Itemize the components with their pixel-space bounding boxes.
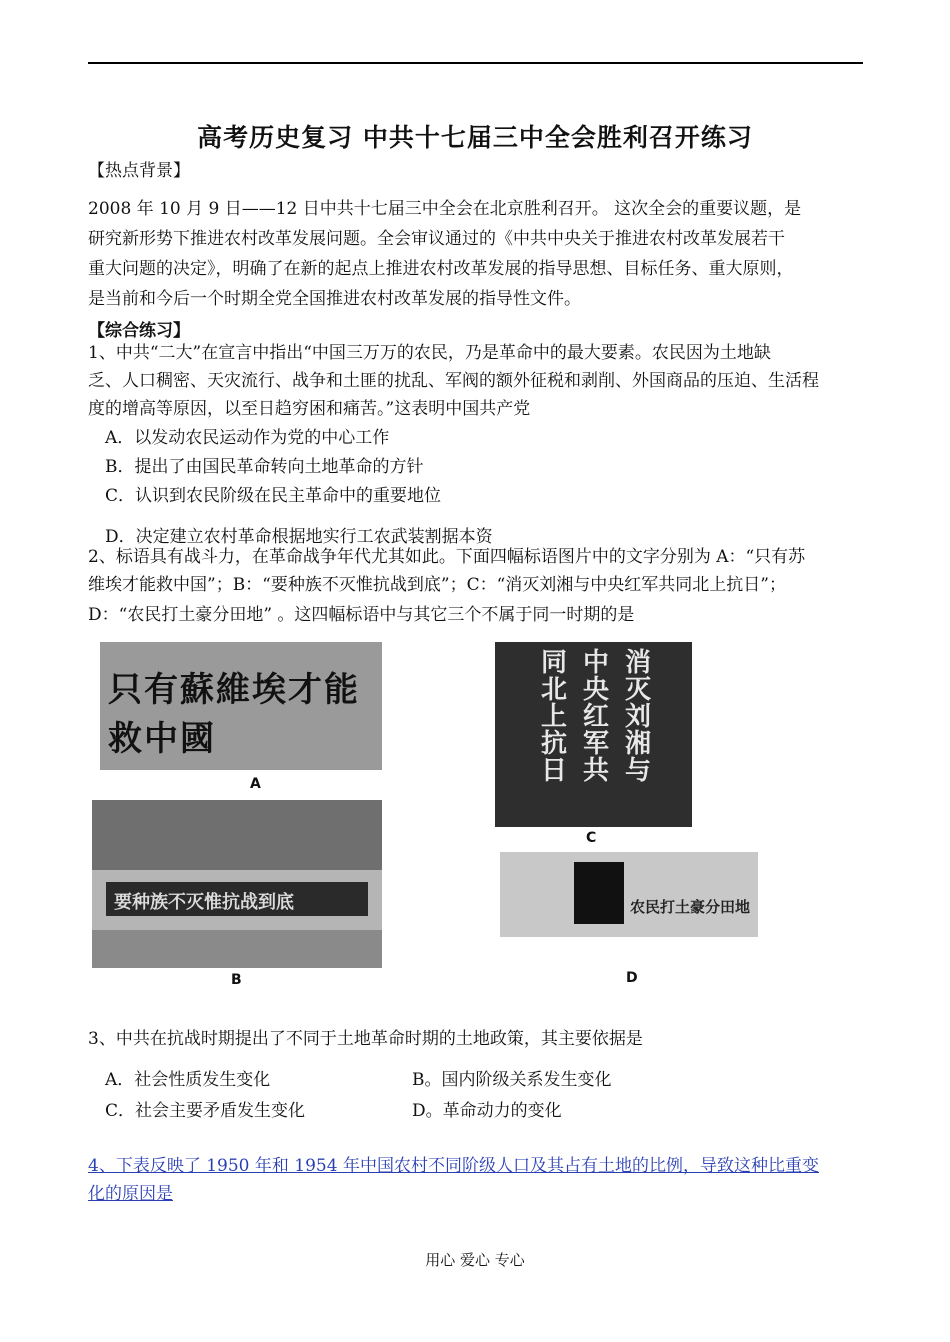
- q1-option-a: A．以发动农民运动作为党的中心工作: [105, 428, 390, 448]
- page-title: 高考历史复习 中共十七届三中全会胜利召开练习: [197, 123, 753, 152]
- q1-option-c: C．认识到农民阶级在民主革命中的重要地位: [105, 486, 442, 506]
- q1-line: 度的增高等原因，以至日趋穷困和痛苦。”这表明中国共产党: [88, 399, 531, 419]
- q2-line: 2、标语具有战斗力，在革命战争年代尤其如此。下面四幅标语图片中的文字分别为 A：“只有苏: [88, 547, 806, 567]
- q1-line: 乏、人口稠密、天灾流行、战争和土匪的扰乱、军阀的额外征税和剥削、外国商品的压迫、生活程: [88, 371, 819, 391]
- background-line: 是当前和今后一个时期全党全国推进农村改革发展的指导性文件。: [88, 289, 581, 309]
- practice-header: 【综合练习】: [88, 321, 190, 341]
- q3-option-d: D。革命动力的变化: [412, 1101, 562, 1121]
- q4-link-line[interactable]: 化的原因是: [88, 1184, 173, 1204]
- image-label-d: D: [626, 970, 638, 986]
- q3-option-b: B。国内阶级关系发生变化: [412, 1070, 612, 1090]
- image-label-a: A: [250, 776, 261, 792]
- q1-option-b: B．提出了由国民革命转向土地革命的方针: [105, 457, 424, 477]
- image-label-c: C: [586, 830, 597, 846]
- q4-link-line[interactable]: 4、下表反映了 1950 年和 1954 年中国农村不同阶级人口及其占有土地的比例，导致这种比重变: [88, 1156, 819, 1176]
- slogan-b-text: 要种族不灭惟抗战到底: [114, 892, 294, 913]
- q3-stem: 3、中共在抗战时期提出了不同于土地革命时期的土地政策，其主要依据是: [88, 1029, 643, 1049]
- slogan-d-text: 农民打土豪分田地: [630, 898, 751, 916]
- q1-option-d: D．决定建立农村革命根据地实行工农武装割据本资: [105, 527, 493, 547]
- slogan-a-text: 只有蘇維埃才能救中國: [108, 670, 360, 759]
- slogan-image-b: [92, 800, 382, 968]
- header-rule: [88, 62, 863, 64]
- q3-option-a: A．社会性质发生变化: [105, 1070, 271, 1090]
- background-line: 重大问题的决定》，明确了在新的起点上推进农村改革发展的指导思想、目标任务、重大原则，: [88, 259, 794, 279]
- slogan-image-a: [100, 642, 382, 770]
- q1-line: 1、中共“二大”在宣言中指出“中国三万万的农民，乃是革命中的最大要素。农民因为土地缺: [88, 343, 771, 363]
- q2-line: 维埃才能救中国”；B：“要种族不灭惟抗战到底”；C：“消灭刘湘与中央红军共同北上抗日”；: [88, 575, 786, 595]
- q3-option-c: C．社会主要矛盾发生变化: [105, 1101, 306, 1121]
- slogan-image-d: [500, 852, 758, 937]
- background-line: 研究新形势下推进农村改革发展问题。全会审议通过的《中共中央关于推进农村改革发展若干: [88, 229, 785, 249]
- page-footer: 用心 爱心 专心: [425, 1251, 525, 1269]
- hot-background-header: 【热点背景】: [88, 161, 190, 181]
- image-label-b: B: [231, 972, 242, 988]
- background-line: 2008 年 10 月 9 日——12 日中共十七届三中全会在北京胜利召开。 这次全会的重要议题，是: [88, 199, 802, 219]
- slogan-image-c: 消灭刘湘与 中央红军共 同北上抗日: [495, 642, 692, 827]
- q2-line: D：“农民打土豪分田地” 。这四幅标语中与其它三个不属于同一时期的是: [88, 605, 635, 625]
